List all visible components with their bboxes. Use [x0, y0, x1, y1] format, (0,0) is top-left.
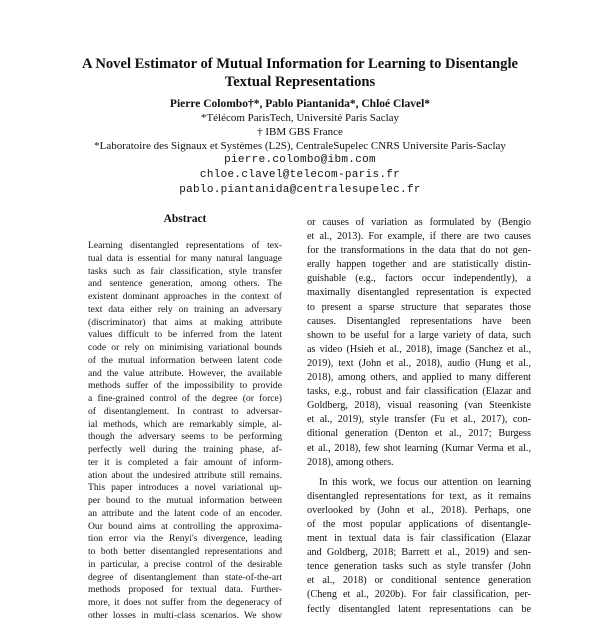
intro-para1-line: 2018), among others. [307, 456, 394, 468]
intro-para2-line: ment in textual data is fair classification (Elazar [307, 533, 531, 545]
intro-para2-line: (Cheng et al., 2020b). For fair classification, per- [307, 589, 531, 601]
intro-para2-line: disentangled representations for text, as it remains [307, 490, 531, 502]
abstract-line: methods proposed for textual data. Further- [88, 584, 282, 596]
abstract-line: in particular, a precise control of the desirable [88, 558, 282, 570]
abstract-line: ation about the undesired attribute still remains. [88, 469, 282, 481]
affiliation-telecom: *Télécom ParisTech, Université Paris Saclay [200, 112, 400, 124]
abstract-line: a fine-grained control of the degree (or force) [88, 393, 282, 404]
abstract-line: perfectly well during the training phase, af- [88, 444, 282, 455]
introduction-text [307, 216, 531, 617]
abstract-line: and sentence generation, among others. The [88, 278, 282, 290]
abstract-heading: Abstract [163, 213, 207, 225]
intro-para1-line: Goldberg, 2018), visual reasoning (van Steenkiste [307, 400, 531, 412]
intro-para1-line: shown to be useful for a large variety of data, such [307, 329, 531, 341]
intro-para2-line: tence generation tasks such as style transfer (John [307, 561, 531, 573]
email-colombo[interactable]: pierre.colombo@ibm.com [224, 154, 376, 166]
abstract-line: an attribute and the latent code of an encoder. [88, 507, 282, 519]
intro-para1-line: et al., 2019), style transfer (Fu et al., 2017), con- [307, 414, 531, 426]
affiliation-l2s: *Laboratoire des Signaux et Systèmes (L2S), CentraleSupelec CNRS Universite Paris-Saclay [94, 140, 506, 152]
intro-para1-line: 2018), among others, and applied to many different [307, 372, 531, 384]
abstract-line: of the mutual information between latent code [88, 354, 282, 366]
author-list: Pierre Colombo†*, Pablo Piantanida*, Chloé Clavel* [169, 98, 431, 110]
intro-para2-line: et al., 2018) or conditional sentence generation [307, 575, 531, 587]
abstract-line: tual data is essential for many natural language [88, 252, 282, 264]
abstract-line: text data either rely on training an adversary [88, 303, 282, 315]
abstract-line: more, it does not suffer from the degeneracy of [88, 597, 282, 608]
intro-para2-line: overlooked by (John et al., 2018). Perhaps, one [307, 504, 531, 516]
email-piantanida[interactable]: pablo.piantanida@centralesupelec.fr [179, 184, 421, 196]
intro-para1-line: as video (Hsieh et al., 2018), image (Sanchez et al., [307, 343, 531, 355]
abstract-line: existent dominant approaches in the context of [88, 291, 282, 302]
abstract-line: per bound to the mutual information between [88, 495, 282, 506]
intro-para1-line: ditional generation (Denton et al., 2017; Burgess [307, 428, 531, 440]
abstract-text [88, 240, 282, 623]
abstract-line: other losses in multi-class scenarios. We show [88, 609, 282, 621]
abstract-line: though the adversary seems to be performing [88, 431, 282, 443]
intro-para1-line: et al., 2013). For example, if there are two causes [307, 231, 531, 243]
abstract-line: tion error via the Renyi's divergence, leading [88, 533, 282, 545]
abstract-line: ter it is completed a fair amount of inform- [88, 456, 282, 468]
abstract-line: tasks such as fair classification, style transfer [88, 265, 282, 277]
abstract-line: methods suffer of the impossibility to provide [88, 380, 282, 392]
intro-para1-line: for the transformations in the data that do not gen- [307, 245, 531, 257]
abstract-line: to both better disentangled representations and [88, 546, 282, 557]
intro-para1-line: erally happen together and are statistically distin- [307, 259, 531, 271]
email-clavel[interactable]: chloe.clavel@telecom-paris.fr [199, 169, 401, 181]
intro-para2-line: In this work, we focus our attention on learning [319, 476, 531, 488]
intro-para1-line: maximally disentangled representation is expected [307, 287, 531, 299]
abstract-line: (discriminator) that aims at making attribute [88, 316, 282, 328]
intro-para2-line: and Goldberg, 2018; Barrett et al., 2019) and sen- [307, 547, 531, 559]
abstract-line: Our bound aims at controlling the approxima- [88, 520, 282, 532]
abstract-line: ial methods, which are remarkably simple, al- [88, 418, 282, 430]
intro-para2-line: of the most popular applications of disentangle- [307, 518, 531, 530]
intro-para1-line: to present a sparse structure that separates those [307, 301, 531, 313]
abstract-line: values difficult to be inferred from the latent [88, 329, 282, 341]
intro-para1-line: guishable (e.g., factors occur independently), a [307, 273, 531, 285]
abstract-line: and the value attribute. However, the available [88, 367, 282, 379]
paper-title-line-2: Textual Representations [224, 74, 376, 90]
abstract-line: code or rely on minimising variational bounds [88, 342, 282, 353]
abstract-line: Learning disentangled representations of tex- [88, 240, 282, 251]
intro-para1-line: causes. Disentangled representations have been [307, 315, 531, 327]
affiliation-ibm: † IBM GBS France [257, 126, 343, 138]
paper-title-line-1: A Novel Estimator of Mutual Information for Learning to Disentangle [81, 56, 519, 72]
abstract-line: of disentanglement. In contrast to adversar- [88, 405, 282, 417]
intro-para1-line: or causes of variation as formulated by (Bengio [307, 217, 531, 228]
intro-para1-line: et al., 2018), few shot learning (Kumar Verma et al., [307, 442, 531, 454]
intro-para2-line: fectly disentangled latent representations can be [307, 603, 531, 615]
intro-para1-line: 2019), text (John et al., 2018), audio (Hung et al., [307, 357, 531, 369]
abstract-line: degree of disentanglement than state-of-the-art [88, 571, 282, 583]
abstract-line: This paper introduces a novel variational up- [88, 482, 282, 494]
intro-para1-line: tasks, e.g., robust and fair classification (Elazar and [307, 386, 531, 398]
